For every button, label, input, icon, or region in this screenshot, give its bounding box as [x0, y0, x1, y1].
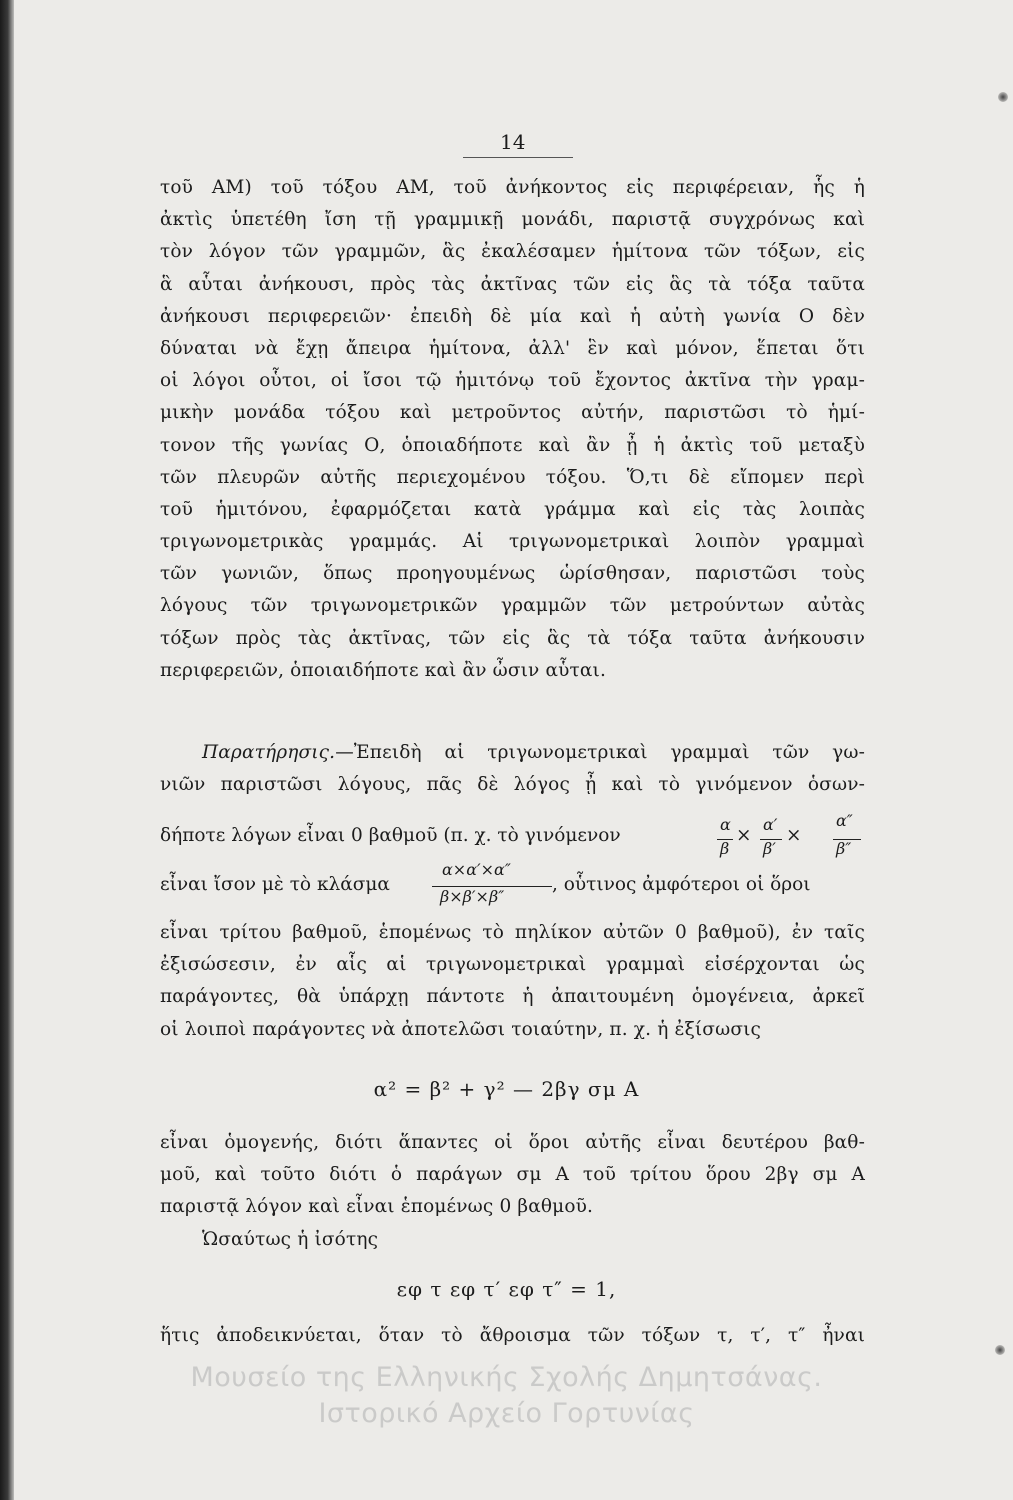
times-sign-2: ×	[786, 825, 802, 846]
text-line: τονον τῆς γωνίας Ο, ὁποιαδήποτε καὶ ἂν ᾖ ἡ ἀκτὶς τοῦ μεταξὺ	[160, 434, 865, 456]
remark-line-2: νιῶν παριστῶσι λόγους, πᾶς δὲ λόγος ᾖ καὶ τὸ γινόμενον ὁσων-	[160, 774, 865, 796]
remark-line-1-text: —Ἐπειδὴ αἱ τριγωνομετρικαὶ γραμμαὶ τῶν γω-	[335, 742, 865, 763]
watermark-line-2: Ιστορικό Αρχείο Γορτυνίας	[318, 1398, 695, 1429]
paragraph-4-intro	[160, 1224, 865, 1256]
paragraph-4-last-line: ἥτις ἀποδεικνύεται, ὅταν τὸ ἄθροισμα τῶν τόξων τ, τ′, τ″ ἦναι	[160, 1325, 865, 1346]
remark-line-4-end: , οὗτινος ἀμφότεροι οἱ ὅροι	[552, 874, 811, 895]
fraction-2-denominator: β′	[763, 839, 776, 858]
times-sign-1: ×	[736, 825, 752, 846]
paragraph-2	[160, 917, 865, 1046]
ink-smudge	[998, 92, 1008, 102]
text-line: τόξων πρὸς τὰς ἀκτῖνας, τῶν εἰς ἃς τὰ τόξα ταῦτα ἀνήκουσιν	[160, 627, 865, 649]
remark-label: Παρατήρησις.	[202, 742, 336, 763]
equation-law-of-cosines: α² = β² + γ² — 2βγ σμ Α	[373, 1077, 640, 1101]
paragraph-4-first-line: Ὡσαύτως ἡ ἰσότης	[202, 1229, 379, 1250]
big-fraction-line	[160, 862, 865, 912]
fraction-1-denominator: β	[720, 839, 730, 858]
text-line: τῶν γωνιῶν, ὅπως προηγουμένως ὡρίσθησαν, παριστῶσι τοὺς	[160, 563, 865, 585]
remark-line-1	[160, 737, 865, 769]
text-line: λόγους τῶν τριγωνομετρικῶν γραμμῶν τῶν μετρούντων αὐτὰς	[160, 595, 865, 617]
text-line: ἐξισώσεσιν, ἐν αἷς αἱ τριγωνομετρικαὶ γραμμαὶ εἰσέρχονται ὡς	[160, 954, 865, 976]
text-line: τριγωνομετρικὰς γραμμάς. Αἱ τριγωνομετρικαὶ λοιπὸν γραμμαὶ	[160, 531, 865, 553]
fraction-1-numerator: α	[720, 815, 731, 834]
remark-paragraph	[160, 737, 865, 801]
big-fraction-denominator: β×β′×β″	[440, 887, 505, 906]
fraction-product-line	[160, 811, 865, 865]
text-line: μικὴν μονάδα τόξου καὶ μετροῦντος αὐτήν, παριστῶσι τὸ ἡμί-	[160, 402, 865, 424]
paragraph-1	[160, 172, 865, 687]
text-line: εἶναι τρίτου βαθμοῦ, ἑπομένως τὸ πηλίκον αὐτῶν 0 βαθμοῦ), ἐν ταῖς	[160, 922, 865, 943]
fraction-3-denominator: β″	[836, 839, 852, 858]
text-line: οἱ λόγοι οὗτοι, οἱ ἴσοι τῷ ἡμιτόνῳ τοῦ ἔχοντος ἀκτῖνα τὴν γραμ-	[160, 370, 865, 392]
remark-line-4-start: εἶναι ἴσον μὲ τὸ κλάσμα	[160, 874, 390, 895]
text-line: ἀκτὶς ὑπετέθη ἴση τῇ γραμμικῇ μονάδι, παριστᾷ συγχρόνως καὶ	[160, 209, 865, 231]
text-line: τοῦ ἡμιτόνου, ἐφαρμόζεται κατὰ γράμμα καὶ εἰς τὰς λοιπὰς	[160, 498, 865, 520]
book-spine-shadow	[0, 0, 14, 1500]
watermark-line-1: Μουσείο της Ελληνικής Σχολής Δημητσάνας.	[190, 1362, 823, 1393]
paragraph-3	[160, 1127, 865, 1224]
text-line: περιφερειῶν, ὁποιαιδήποτε καὶ ἂν ὦσιν αὗται.	[160, 659, 606, 681]
text-line: τῶν πλευρῶν αὐτῆς περιεχομένου τόξου. Ὅ,τι δὲ εἴπομεν περὶ	[160, 466, 865, 488]
text-line: ἀνήκουσι περιφερειῶν· ἐπειδὴ δὲ μία καὶ ἡ αὐτὴ γωνία Ο δὲν	[160, 305, 865, 327]
page-number: 14	[500, 130, 526, 154]
text-line: εἶναι ὁμογενής, διότι ἅπαντες οἱ ὅροι αὐτῆς εἶναι δευτέρου βαθ-	[160, 1132, 865, 1153]
fraction-2-numerator: α′	[763, 815, 778, 834]
text-line: οἱ λοιποὶ παράγοντες νὰ ἀποτελῶσι τοιαύτην, π. χ. ἡ ἐξίσωσις	[160, 1018, 762, 1040]
fraction-3-numerator: α″	[836, 811, 853, 830]
text-line: δύναται νὰ ἔχῃ ἄπειρα ἡμίτονα, ἀλλ' ἓν καὶ μόνον, ἕπεται ὅτι	[160, 337, 865, 359]
equation-tangent-product: εφ τ εφ τ′ εφ τ″ = 1,	[396, 1277, 617, 1301]
text-line: παράγοντες, θὰ ὑπάρχῃ πάντοτε ἡ ἀπαιτουμένη ὁμογένεια, ἀρκεῖ	[160, 986, 865, 1008]
header-rule	[463, 157, 573, 158]
remark-line-3: δήποτε λόγων εἶναι 0 βαθμοῦ (π. χ. τὸ γινόμενον	[160, 825, 621, 846]
text-line: μοῦ, καὶ τοῦτο διότι ὁ παράγων σμ Α τοῦ τρίτου ὅρου 2βγ σμ Α	[160, 1164, 865, 1186]
ink-smudge	[995, 1345, 1005, 1355]
text-line: τοῦ ΑΜ) τοῦ τόξου ΑΜ, τοῦ ἀνήκοντος εἰς περιφέρειαν, ἧς ἡ	[160, 177, 865, 198]
text-line: τὸν λόγον τῶν γραμμῶν, ἃς ἐκαλέσαμεν ἡμίτονα τῶν τόξων, εἰς	[160, 241, 865, 263]
text-line: ἃ αὗται ἀνήκουσι, πρὸς τὰς ἀκτῖνας τῶν εἰς ἃς τὰ τόξα ταῦτα	[160, 273, 865, 295]
paragraph-4-end	[160, 1320, 865, 1352]
text-line: παριστᾷ λόγον καὶ εἶναι ἑπομένως 0 βαθμοῦ.	[160, 1196, 594, 1218]
big-fraction-numerator: α×α′×α″	[442, 860, 511, 879]
